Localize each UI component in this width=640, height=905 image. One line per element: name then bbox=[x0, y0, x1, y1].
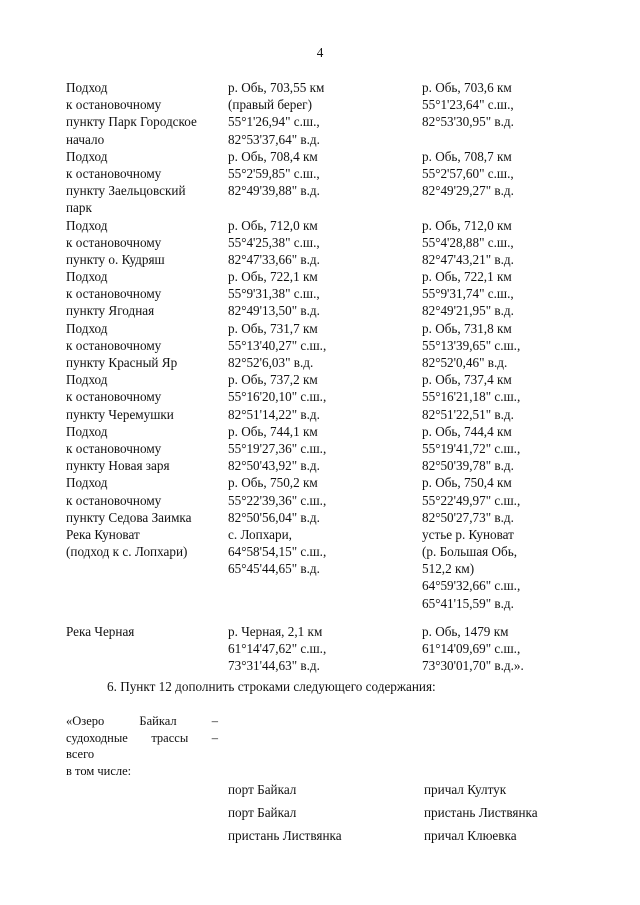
route-name-line: к остановочному bbox=[66, 97, 162, 113]
route-end-line: 82°51'22,51" в.д. bbox=[422, 406, 514, 422]
route-end-line: 55°9'31,74" с.ш., bbox=[422, 286, 514, 302]
route-name-line: Подход bbox=[66, 269, 108, 285]
route-name-line: Подход bbox=[66, 475, 108, 491]
port-from: порт Байкал bbox=[228, 805, 297, 820]
route-start-line: 82°49'13,50" в.д. bbox=[228, 303, 320, 319]
baikal-word: – bbox=[211, 714, 218, 728]
route-name-line: пункту Красный Яр bbox=[66, 355, 178, 370]
baikal-word: Байкал bbox=[139, 714, 177, 728]
route-start-line: р. Обь, 750,2 км bbox=[228, 475, 318, 491]
route-start-line: 55°1'26,94" с.ш., bbox=[228, 114, 320, 130]
route-start-line: 73°31'44,63" в.д. bbox=[228, 658, 320, 674]
port-row bbox=[0, 801, 640, 824]
route-to-column bbox=[422, 268, 586, 320]
route-name-line: пункту о. Кудряш bbox=[66, 251, 165, 267]
route-name-line: к остановочному bbox=[66, 165, 162, 181]
route-name-column bbox=[66, 217, 228, 269]
port-to: причал Клюевка bbox=[424, 828, 517, 843]
route-start-line: р. Обь, 703,55 км bbox=[228, 80, 325, 95]
route-entry bbox=[66, 320, 586, 372]
route-name-line: парк bbox=[66, 200, 92, 216]
route-start-line: 55°22'39,36" с.ш., bbox=[228, 492, 327, 508]
route-end-line: 65°41'15,59" в.д. bbox=[422, 595, 514, 611]
route-end-line: р. Обь, 712,0 км bbox=[422, 217, 512, 233]
route-start-line: 55°19'27,36" с.ш., bbox=[228, 440, 327, 456]
route-name-line: к остановочному bbox=[66, 337, 162, 353]
route-end-line: р. Обь, 708,7 км bbox=[422, 148, 512, 164]
route-to-column bbox=[422, 320, 586, 372]
route-to-column bbox=[422, 423, 586, 475]
route-end-line: 55°22'49,97" с.ш., bbox=[422, 492, 521, 508]
route-from-column bbox=[228, 526, 422, 612]
route-entry bbox=[66, 474, 586, 526]
route-start-line: р. Черная, 2,1 км bbox=[228, 623, 323, 639]
route-start-line: 82°50'56,04" в.д. bbox=[228, 509, 320, 525]
route-end-line: р. Обь, 1479 км bbox=[422, 623, 509, 639]
route-entry bbox=[66, 623, 586, 675]
route-name-line: к остановочному bbox=[66, 234, 162, 250]
route-from-column bbox=[228, 320, 422, 372]
route-to-column bbox=[422, 148, 586, 217]
route-to-column bbox=[422, 371, 586, 423]
route-name-line: Подход bbox=[66, 372, 108, 388]
route-entry bbox=[66, 79, 586, 148]
route-name-line: пункту Парк Городское bbox=[66, 114, 197, 130]
route-name-line: пункту Черемушки bbox=[66, 406, 174, 422]
page-number: 4 bbox=[316, 45, 324, 60]
route-name-line: Подход bbox=[66, 148, 108, 164]
route-start-line: 82°53'37,64" в.д. bbox=[228, 131, 320, 147]
route-end-line: 55°16'21,18" с.ш., bbox=[422, 389, 521, 405]
route-end-line: (р. Большая Обь, bbox=[422, 544, 518, 560]
route-name-line: к остановочному bbox=[66, 286, 162, 302]
route-end-line: 55°4'28,88" с.ш., bbox=[422, 234, 514, 250]
route-start-line: 65°45'44,65" в.д. bbox=[228, 561, 320, 577]
route-to-column bbox=[422, 623, 586, 675]
route-name-line: к остановочному bbox=[66, 440, 162, 456]
route-name-column bbox=[66, 474, 228, 526]
route-end-line: 55°2'57,60" с.ш., bbox=[422, 165, 514, 181]
route-start-line: (правый берег) bbox=[228, 97, 312, 113]
route-name-line: начало bbox=[66, 131, 105, 147]
route-name-line: Река Черная bbox=[66, 623, 135, 639]
route-name-column bbox=[66, 268, 228, 320]
route-name-column bbox=[66, 148, 228, 217]
route-start-line: 82°50'43,92" в.д. bbox=[228, 458, 320, 474]
route-to-column bbox=[422, 474, 586, 526]
baikal-block bbox=[66, 713, 218, 779]
ports-list bbox=[0, 778, 640, 847]
route-start-line: р. Обь, 731,7 км bbox=[228, 320, 318, 336]
route-start-line: 55°4'25,38" с.ш., bbox=[228, 234, 320, 250]
route-end-line: 82°49'29,27" в.д. bbox=[422, 183, 514, 199]
route-name-line: пункту Новая заря bbox=[66, 458, 170, 474]
route-entry bbox=[66, 526, 586, 612]
route-start-line: с. Лопхари, bbox=[228, 526, 292, 542]
port-row bbox=[0, 778, 640, 801]
baikal-line-1 bbox=[66, 713, 218, 730]
route-start-line: р. Обь, 708,4 км bbox=[228, 148, 318, 164]
route-start-line: 82°47'33,66" в.д. bbox=[228, 251, 320, 267]
route-name-column bbox=[66, 623, 228, 675]
route-from-column bbox=[228, 148, 422, 217]
route-end-line: 73°30'01,70" в.д.». bbox=[422, 658, 524, 674]
route-from-column bbox=[228, 268, 422, 320]
port-from: пристань Листвянка bbox=[228, 828, 342, 843]
baikal-line-3: всего bbox=[66, 747, 95, 762]
route-end-line: 82°50'27,73" в.д. bbox=[422, 509, 514, 525]
route-name-line: пункту Ягодная bbox=[66, 303, 155, 319]
route-end-line: 55°1'23,64" с.ш., bbox=[422, 97, 514, 113]
port-to: пристань Листвянка bbox=[424, 805, 538, 820]
route-end-line: р. Обь, 744,4 км bbox=[422, 423, 512, 439]
route-end-line: р. Обь, 731,8 км bbox=[422, 320, 512, 336]
route-end-line: 82°49'21,95" в.д. bbox=[422, 303, 514, 319]
route-name-line: к остановочному bbox=[66, 389, 162, 405]
route-start-line: 61°14'47,62" с.ш., bbox=[228, 641, 327, 656]
port-row bbox=[0, 824, 640, 847]
route-entry bbox=[66, 423, 586, 475]
route-start-line: 55°13'40,27" с.ш., bbox=[228, 337, 327, 353]
route-start-line: 82°51'14,22" в.д. bbox=[228, 406, 320, 422]
clause-6-text: 6. Пункт 12 дополнить строками следующего содержания: bbox=[107, 679, 436, 694]
route-start-line: р. Обь, 712,0 км bbox=[228, 217, 318, 233]
route-from-column bbox=[228, 623, 422, 675]
route-start-line: р. Обь, 744,1 км bbox=[228, 423, 318, 439]
route-end-line: 55°13'39,65" с.ш., bbox=[422, 337, 521, 353]
route-to-column bbox=[422, 217, 586, 269]
route-name-line: к остановочному bbox=[66, 492, 162, 508]
route-start-line: 55°2'59,85" с.ш., bbox=[228, 165, 320, 181]
route-start-line: 82°49'39,88" в.д. bbox=[228, 183, 320, 199]
route-end-line: 82°50'39,78" в.д. bbox=[422, 458, 514, 474]
route-name-column bbox=[66, 79, 228, 148]
route-end-line: р. Обь, 737,4 км bbox=[422, 372, 512, 388]
route-start-line: 64°58'54,15" с.ш., bbox=[228, 544, 327, 560]
section-gap bbox=[66, 612, 586, 623]
route-name-column bbox=[66, 320, 228, 372]
route-end-line: 82°53'30,95" в.д. bbox=[422, 114, 514, 130]
route-name-column bbox=[66, 371, 228, 423]
route-start-line: 55°16'20,10" с.ш., bbox=[228, 389, 327, 405]
route-from-column bbox=[228, 79, 422, 148]
route-name-line: Подход bbox=[66, 217, 108, 233]
baikal-word: судоходные bbox=[66, 730, 128, 745]
route-end-line: устье р. Куноват bbox=[422, 526, 514, 542]
baikal-word: трассы bbox=[151, 730, 189, 745]
route-entry bbox=[66, 268, 586, 320]
route-start-line: 82°52'6,03" в.д. bbox=[228, 355, 314, 370]
port-to: причал Култук bbox=[424, 782, 507, 797]
route-start-line: р. Обь, 722,1 км bbox=[228, 269, 318, 285]
route-name-line: Подход bbox=[66, 320, 108, 336]
route-entry bbox=[66, 148, 586, 217]
route-end-line: 61°14'09,69" с.ш., bbox=[422, 641, 521, 656]
route-from-column bbox=[228, 217, 422, 269]
route-end-line: 512,2 км) bbox=[422, 561, 475, 577]
route-name-column bbox=[66, 526, 228, 612]
route-from-column bbox=[228, 474, 422, 526]
baikal-line-2 bbox=[66, 730, 218, 747]
port-from: порт Байкал bbox=[228, 782, 297, 797]
route-from-column bbox=[228, 423, 422, 475]
route-end-line: р. Обь, 722,1 км bbox=[422, 269, 512, 285]
route-name-line: Река Куноват bbox=[66, 526, 140, 542]
route-from-column bbox=[228, 371, 422, 423]
route-end-line: 55°19'41,72" с.ш., bbox=[422, 440, 521, 456]
route-start-line: 55°9'31,38" с.ш., bbox=[228, 286, 320, 302]
route-name-line: Подход bbox=[66, 423, 108, 439]
route-to-column bbox=[422, 79, 586, 148]
route-to-column bbox=[422, 526, 586, 612]
route-name-line: пункту Седова Заимка bbox=[66, 509, 192, 525]
route-start-line: р. Обь, 737,2 км bbox=[228, 372, 318, 388]
route-end-line: р. Обь, 703,6 км bbox=[422, 80, 512, 95]
route-end-line: 64°59'32,66" с.ш., bbox=[422, 578, 521, 594]
route-name-line: пункту Заельцовский bbox=[66, 183, 186, 199]
routes-table bbox=[66, 79, 586, 674]
route-end-line: р. Обь, 750,4 км bbox=[422, 475, 512, 491]
baikal-line-4: в том числе: bbox=[66, 763, 132, 778]
route-name-line: Подход bbox=[66, 80, 108, 95]
route-name-line: (подход к с. Лопхари) bbox=[66, 544, 188, 560]
route-end-line: 82°52'0,46" в.д. bbox=[422, 355, 508, 370]
baikal-word: «Озеро bbox=[66, 714, 105, 728]
route-entry bbox=[66, 217, 586, 269]
baikal-word: – bbox=[211, 730, 218, 745]
route-name-column bbox=[66, 423, 228, 475]
route-entry bbox=[66, 371, 586, 423]
route-end-line: 82°47'43,21" в.д. bbox=[422, 251, 514, 267]
